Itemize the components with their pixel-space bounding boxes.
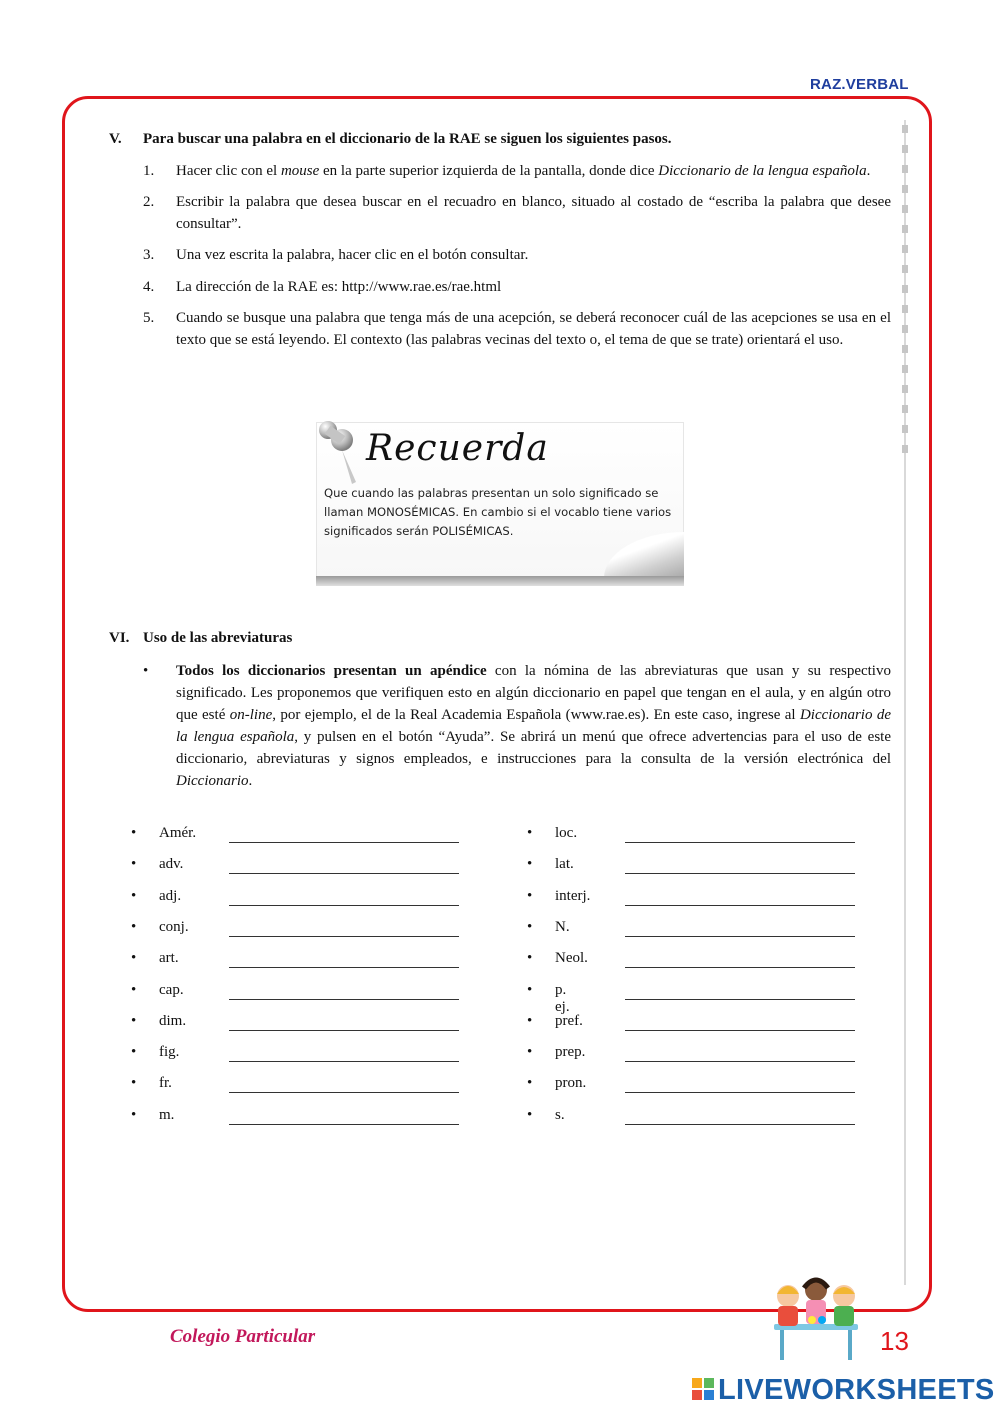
abbreviation-label: pref. xyxy=(555,1012,583,1029)
step-number: 5. xyxy=(143,310,155,326)
section-vi-title: Uso de las abreviaturas xyxy=(143,630,293,646)
bullet-icon: • xyxy=(131,887,137,904)
answer-blank[interactable] xyxy=(625,842,855,843)
answer-blank[interactable] xyxy=(625,1092,855,1093)
answer-blank[interactable] xyxy=(229,999,459,1000)
bullet-icon: • xyxy=(131,1012,137,1029)
children-illustration xyxy=(766,1272,866,1364)
answer-blank[interactable] xyxy=(229,1124,459,1125)
answer-blank[interactable] xyxy=(625,967,855,968)
step-text: La dirección de la RAE es: http://www.rae.es/rae.html xyxy=(176,279,502,295)
side-decoration xyxy=(902,125,908,455)
answer-blank[interactable] xyxy=(229,905,459,906)
abbreviation-label: interj. xyxy=(555,887,591,904)
abbreviation-label: pron. xyxy=(555,1075,587,1092)
recuerda-title: Recuerda xyxy=(366,428,549,469)
bullet-icon: • xyxy=(527,918,533,935)
abbreviation-label: fig. xyxy=(159,1044,180,1061)
answer-blank[interactable] xyxy=(229,1061,459,1062)
answer-blank[interactable] xyxy=(229,842,459,843)
section-v-number: V. xyxy=(109,131,122,147)
answer-blank[interactable] xyxy=(625,1061,855,1062)
bullet-icon: • xyxy=(527,825,533,841)
step-item xyxy=(143,191,891,235)
step-text: Una vez escrita la palabra, hacer clic en el botón consultar. xyxy=(176,247,529,263)
abbreviation-label: p. ej. xyxy=(555,981,570,1015)
step-text: Hacer clic con el mouse en la parte superior izquierda de la pantalla, donde dice Diccionario de la lengua española. xyxy=(176,163,871,179)
bullet-icon: • xyxy=(527,887,533,904)
bullet-icon: • xyxy=(131,1075,137,1092)
bullet-icon: • xyxy=(527,1106,533,1123)
abbreviation-label: adv. xyxy=(159,856,184,873)
bullet-icon: • xyxy=(527,1044,533,1061)
answer-blank[interactable] xyxy=(625,1124,855,1125)
answer-blank[interactable] xyxy=(229,873,459,874)
recuerda-body: Que cuando las palabras presentan un solo significado se llaman MONOSÉMICAS. En cambio si el vocablo tiene varios significados serán POLISÉMICAS. xyxy=(324,486,672,538)
abbreviation-label: lat. xyxy=(555,856,574,873)
bullet-icon: • xyxy=(527,1075,533,1092)
abbreviation-label: loc. xyxy=(555,825,578,841)
note-shadow xyxy=(316,576,684,586)
step-item xyxy=(143,160,891,182)
answer-blank[interactable] xyxy=(625,936,855,937)
bullet-icon: • xyxy=(131,981,137,998)
step-number: 3. xyxy=(143,247,155,263)
answer-blank[interactable] xyxy=(625,1030,855,1031)
abbreviation-label: art. xyxy=(159,950,179,967)
header-tag: RAZ.VERBAL xyxy=(810,76,909,93)
step-number: 4. xyxy=(143,279,155,295)
abbreviation-label: fr. xyxy=(159,1075,172,1092)
abbreviation-label: s. xyxy=(555,1106,565,1123)
step-text: Cuando se busque una palabra que tenga más de una acepción, se deberá reconocer cuál de las acepciones se usa en el texto que se está leyendo. El contexto (las palabras vecinas del texto o, el tema de que se trate) orientará el uso. xyxy=(176,310,891,348)
bullet-icon: • xyxy=(527,950,533,967)
abbreviation-label: cap. xyxy=(159,981,184,998)
abbreviation-label: N. xyxy=(555,918,570,935)
abbreviation-label: dim. xyxy=(159,1012,187,1029)
answer-blank[interactable] xyxy=(625,999,855,1000)
bullet-icon: • xyxy=(143,663,149,679)
step-item xyxy=(143,307,891,351)
bullet-icon: • xyxy=(131,950,137,967)
recuerda-note xyxy=(312,420,688,588)
abbreviation-label: prep. xyxy=(555,1044,586,1061)
section-v-title: Para buscar una palabra en el diccionario de la RAE se siguen los siguientes pasos. xyxy=(143,131,672,147)
bullet-icon: • xyxy=(527,981,533,998)
abbreviation-label: Amér. xyxy=(159,825,197,841)
school-name: Colegio Particular xyxy=(170,1326,316,1347)
step-number: 1. xyxy=(143,163,155,179)
step-item xyxy=(143,276,891,298)
step-number: 2. xyxy=(143,194,155,210)
bullet-icon: • xyxy=(131,1106,137,1123)
answer-blank[interactable] xyxy=(229,1092,459,1093)
logo-wordmark: LIVEWORKSHEETS xyxy=(718,1374,995,1406)
section-vi-paragraph xyxy=(143,660,891,792)
page-number: 13 xyxy=(880,1326,909,1356)
answer-blank[interactable] xyxy=(229,1030,459,1031)
abbreviation-label: conj. xyxy=(159,918,189,935)
abbreviation-label: Neol. xyxy=(555,950,588,967)
pushpin-icon xyxy=(312,420,372,490)
answer-blank[interactable] xyxy=(625,873,855,874)
answer-blank[interactable] xyxy=(625,905,855,906)
bullet-icon: • xyxy=(131,856,137,873)
abbreviation-label: m. xyxy=(159,1106,175,1123)
logo-grid-icon xyxy=(692,1378,714,1400)
bullet-icon: • xyxy=(527,856,533,873)
step-text: Escribir la palabra que desea buscar en el recuadro en blanco, situado al costado de “escriba la palabra que desee consultar”. xyxy=(176,194,891,232)
section-vi-number: VI. xyxy=(109,630,130,646)
abbreviation-label: adj. xyxy=(159,887,182,904)
liveworksheets-logo[interactable] xyxy=(692,1374,995,1406)
bullet-icon: • xyxy=(131,1044,137,1061)
bullet-icon: • xyxy=(131,918,137,935)
paragraph-text: Todos los diccionarios presentan un apéndice con la nómina de las abreviaturas que usan y su respectivo significado. Les proponemos que verifiquen esto en algún diccionario en papel que tengan en el aula, y en algún otro que esté on-line, por ejemplo, el de la Real Academia Española (www.rae.es). En este caso, ingrese al Diccionario de la lengua española, y pulsen en el botón “Ayuda”. Se abrirá un menú que ofrece advertencias para el uso de este diccionario, abreviaturas y signos empleados, e instrucciones para la consulta de la versión electrónica del Diccionario. xyxy=(176,663,891,789)
step-item xyxy=(143,244,891,266)
bullet-icon: • xyxy=(527,1012,533,1029)
answer-blank[interactable] xyxy=(229,967,459,968)
bullet-icon: • xyxy=(131,825,137,841)
answer-blank[interactable] xyxy=(229,936,459,937)
